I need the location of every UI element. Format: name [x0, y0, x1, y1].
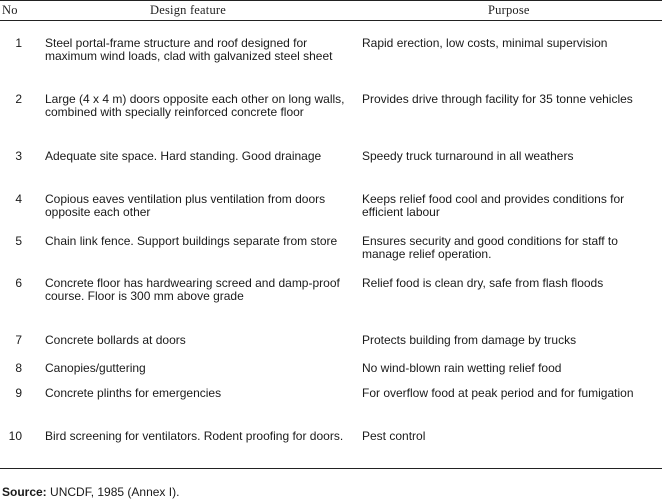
row-design-feature: Canopies/guttering: [45, 361, 146, 375]
row-number: 7: [15, 333, 22, 347]
table-bottom-rule: [0, 468, 662, 469]
row-design-feature: Chain link fence. Support buildings separate from store: [45, 234, 338, 248]
row-purpose: Rapid erection, low costs, minimal supervision: [362, 36, 608, 50]
row-design-feature: Bird screening for ventilators. Rodent proofing for doors.: [45, 429, 344, 443]
row-number: 2: [15, 92, 22, 106]
row-purpose: Speedy truck turnaround in all weathers: [362, 149, 574, 163]
row-number: 9: [15, 386, 22, 400]
row-design-feature: Adequate site space. Hard standing. Good drainage: [45, 149, 322, 163]
row-purpose: Pest control: [362, 429, 426, 443]
row-purpose: No wind-blown rain wetting relief food: [362, 361, 562, 375]
row-number: 8: [15, 361, 22, 375]
source-citation: [2, 485, 179, 499]
table-header-rule: [0, 20, 662, 21]
row-purpose: Provides drive through facility for 35 tonne vehicles: [362, 92, 633, 106]
row-design-feature: Concrete floor has hardwearing screed and damp-proof course. Floor is 300 mm above grade: [45, 276, 340, 303]
row-purpose: Relief food is clean dry, safe from flash floods: [362, 276, 604, 290]
header-design-feature: Design feature: [150, 3, 227, 17]
source-label: Source:: [2, 485, 47, 499]
row-design-feature: Copious eaves ventilation plus ventilation from doors opposite each other: [45, 192, 326, 219]
row-number: 3: [15, 149, 22, 163]
row-number: 10: [8, 429, 22, 443]
row-purpose: For overflow food at peak period and for fumigation: [362, 386, 634, 400]
row-design-feature: Concrete bollards at doors: [45, 333, 186, 347]
row-design-feature: Steel portal-frame structure and roof designed for maximum wind loads, clad with galvanized steel sheet: [45, 36, 333, 63]
header-purpose: Purpose: [488, 3, 530, 17]
row-purpose: Keeps relief food cool and provides conditions for efficient labour: [362, 192, 625, 219]
row-number: 6: [15, 276, 22, 290]
source-text: UNCDF, 1985 (Annex I).: [50, 485, 180, 499]
row-purpose: Protects building from damage by trucks: [362, 333, 577, 347]
row-design-feature: Concrete plinths for emergencies: [45, 386, 222, 400]
row-number: 5: [15, 234, 22, 248]
row-purpose: Ensures security and good conditions for staff to manage relief operation.: [362, 234, 618, 261]
row-design-feature: Large (4 x 4 m) doors opposite each other on long walls, combined with specially reinforced concrete floor: [45, 92, 345, 119]
table-top-rule: [0, 0, 662, 1]
row-number: 4: [15, 192, 22, 206]
header-no: No: [2, 3, 18, 17]
row-number: 1: [15, 36, 22, 50]
